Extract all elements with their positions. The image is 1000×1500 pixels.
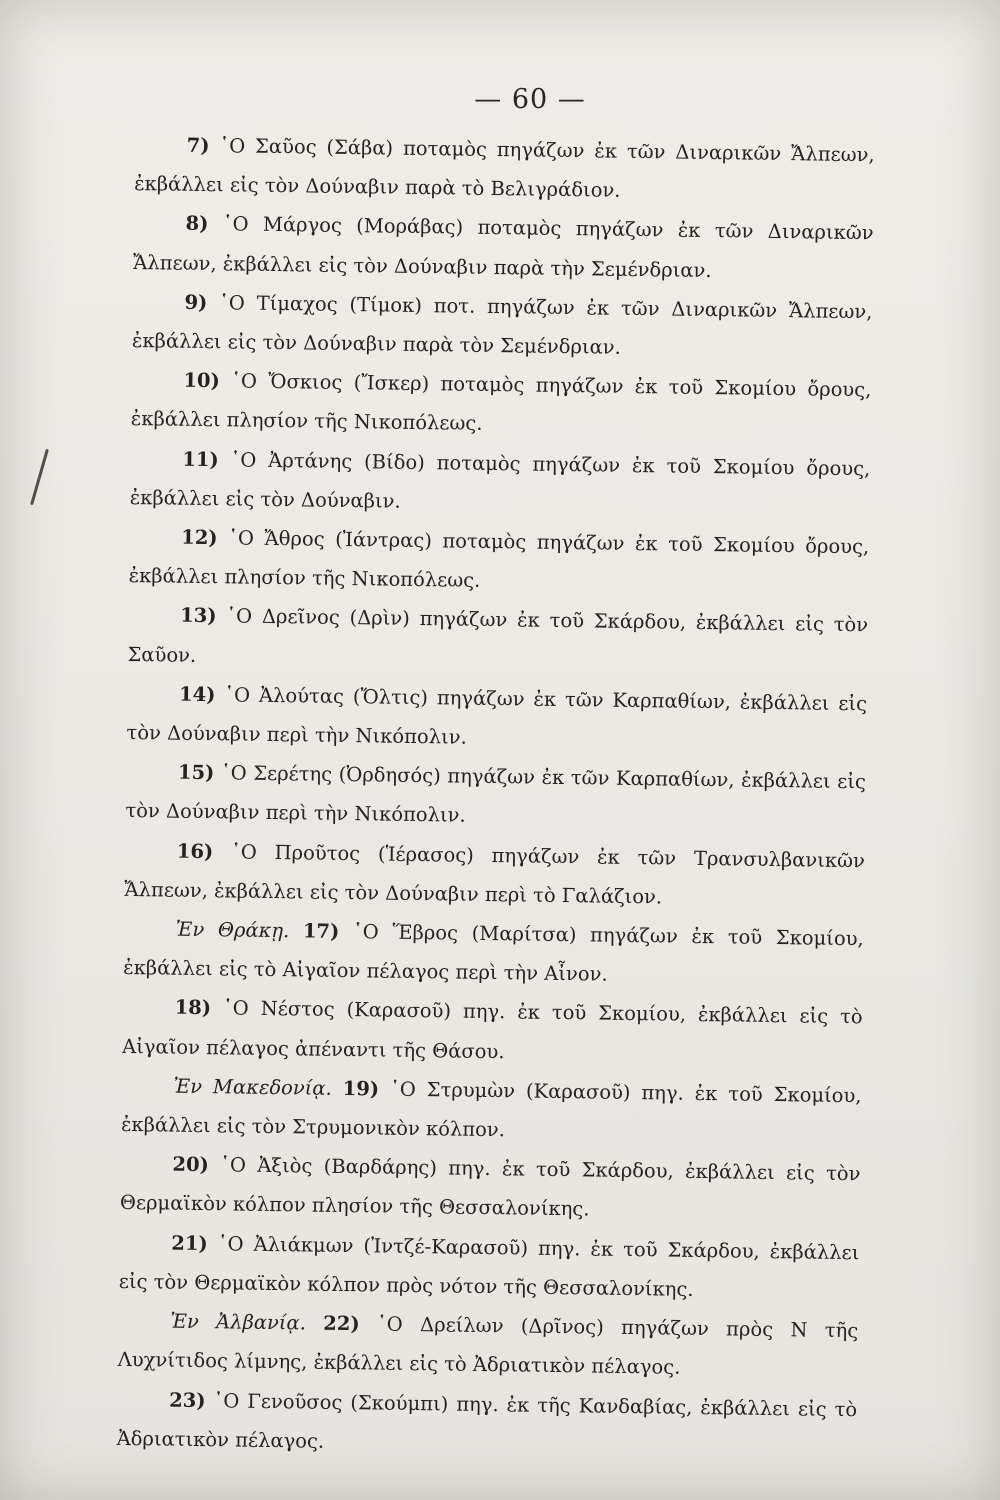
river-list — [116, 125, 875, 1468]
item-text: ῾Ο Ὄσκιος (Ἴσκερ) ποταμὸς πηγάζων ἐκ τοῦ Σκομίου ὄρους, ἐκβάλλει πλησίον τῆς Νικοπόλεως. — [130, 369, 872, 436]
item-text: ῾Ο Μάργος (Μοράβας) ποταμὸς πηγάζων ἐκ τῶν Διναρικῶν Ἄλπεων, ἐκβάλλει εἰς τὸν Δούναβιν παρὰ τὴν Σεμένδριαν. — [132, 212, 874, 282]
item-number: 15) — [177, 760, 215, 785]
item-number: 16) — [176, 839, 214, 863]
item-text: ῾Ο Σαῦος (Σάβα) ποταμὸς πηγάζων ἐκ τῶν Διναρικῶν Ἄλπεων, ἐκβάλλει εἰς τὸν Δούναβιν παρὰ τὸ Βελιγράδιον. — [134, 134, 875, 202]
item-text: ῾Ο Δρεῖνος (Δρὶν) πηγάζων ἐκ τοῦ Σκάρδου, ἐκβάλλει εἰς τὸν Σαῦον. — [127, 604, 869, 667]
item-number: 21) — [171, 1231, 208, 1255]
list-item — [128, 517, 869, 606]
item-number: 8) — [185, 212, 209, 236]
list-item — [117, 1301, 858, 1390]
item-number: 12) — [181, 525, 218, 550]
item-text: ῾Ο Γενοῦσος (Σκούμπι) πηγ. ἐκ τῆς Κανδαβίας, ἐκβάλλει εἰς τὸ Ἀδριατικὸν πέλαγος. — [116, 1388, 858, 1453]
list-item — [133, 203, 874, 292]
region-heading: Ἐν Ἀλβανίᾳ. — [170, 1309, 307, 1335]
item-number: 22) — [323, 1311, 360, 1336]
list-item — [126, 674, 867, 763]
item-number: 18) — [174, 996, 212, 1020]
item-text: ῾Ο Τίμαχος (Τίμοκ) ποτ. πηγάζων ἐκ τῶν Διναρικῶν Ἄλπεων, ἐκβάλλει εἰς τὸν Δούναβιν παρὰ τὸν Σεμένδριαν. — [131, 291, 873, 359]
item-number: 14) — [178, 682, 216, 707]
list-item — [121, 1066, 862, 1155]
region-heading: Ἐν Θράκῃ. — [175, 917, 290, 943]
list-item — [123, 909, 864, 998]
list-item — [119, 1223, 860, 1312]
list-item — [120, 1144, 861, 1233]
item-text: ῾Ο Στρυμὼν (Καρασοῦ) πηγ. ἐκ τοῦ Σκομίου, ἐκβάλλει εἰς τὸν Στρυμονικὸν κόλπον. — [120, 1077, 862, 1142]
item-text: ῾Ο Ἀλιάκμων (Ἰντζέ-Καρασοῦ) πηγ. ἐκ τοῦ Σκάρδου, ἐκβάλλει εἰς τὸν Θερμαϊκὸν κόλπον πρὸς νότον τῆς Θεσσαλονίκης. — [118, 1231, 860, 1301]
list-item — [124, 831, 865, 920]
list-item — [131, 360, 872, 449]
item-number: 23) — [169, 1388, 206, 1412]
margin-ink-mark — [30, 449, 49, 506]
item-text: ῾Ο Ἀλούτας (Ὄλτις) πηγάζων ἐκ τῶν Καρπαθίων, ἐκβάλλει εἰς τὸν Δούναβιν περὶ τὴν Νικόπολιν. — [126, 683, 868, 749]
item-text: ῾Ο Ἀξιὸς (Βαρδάρης) πηγ. ἐκ τοῦ Σκάρδου, ἐκβάλλει εἰς τὸν Θερμαϊκὸν κόλπον πλησίον τῆς Θεσσαλονίκης. — [119, 1153, 861, 1221]
item-text: ῾Ο Ἕβρος (Μαρίτσα) πηγάζων ἐκ τοῦ Σκομίου, ἐκβάλλει εἰς τὸ Αἰγαῖον πέλαγος περὶ τὴν Αἶνον. — [123, 920, 864, 986]
region-heading: Ἐν Μακεδονίᾳ. — [173, 1074, 332, 1100]
list-item — [122, 987, 863, 1076]
item-number: 11) — [182, 447, 219, 471]
item-text: ῾Ο Δρείλων (Δρῖνος) πηγάζων πρὸς Ν τῆς Λυχνίτιδος λίμνης, ἐκβάλλει εἰς τὸ Ἀδριατικὸν πέλαγος. — [117, 1312, 859, 1380]
list-item — [132, 282, 873, 371]
item-number: 13) — [179, 604, 217, 628]
item-number: 17) — [302, 919, 340, 943]
item-number: 9) — [184, 290, 208, 314]
list-item — [116, 1379, 857, 1468]
list-item — [127, 595, 868, 684]
page-number: — 60 — — [474, 84, 586, 115]
item-text: ῾Ο Σερέτης (Ὀρδησός) πηγάζων ἐκ τῶν Καρπαθίων, ἐκβάλλει εἰς τὸν Δούναβιν περὶ τὴν Νικόπολιν. — [125, 761, 867, 828]
item-number: 10) — [183, 368, 220, 393]
item-text: ῾Ο Ἀρτάνης (Βίδο) ποταμὸς πηγάζων ἐκ τοῦ Σκομίου ὄρους, ἐκβάλλει εἰς τὸν Δούναβιν. — [129, 447, 871, 513]
item-number: 19) — [342, 1076, 380, 1101]
item-number: 7) — [186, 133, 210, 158]
list-item — [125, 752, 866, 841]
item-number: 20) — [172, 1152, 210, 1177]
item-text: ῾Ο Ἄθρος (Ἰάντρας) ποταμὸς πηγάζων ἐκ τοῦ Σκομίου ὄρους, ἐκβάλλει πλησίον τῆς Νικοπόλεως. — [128, 526, 870, 593]
list-item — [134, 125, 875, 214]
list-item — [130, 439, 871, 528]
item-text: ῾Ο Προῦτος (Ἱέρασος) πηγάζων ἐκ τῶν Τρανσυλβανικῶν Ἄλπεων, ἐκβάλλει εἰς τὸν Δούναβιν περὶ τὸ Γαλάζιον. — [124, 840, 865, 909]
item-text: ῾Ο Νέστος (Καρασοῦ) πηγ. ἐκ τοῦ Σκομίου, ἐκβάλλει εἰς τὸ Αἰγαῖον πέλαγος ἀπέναντι τῆς Θάσου. — [121, 996, 863, 1063]
